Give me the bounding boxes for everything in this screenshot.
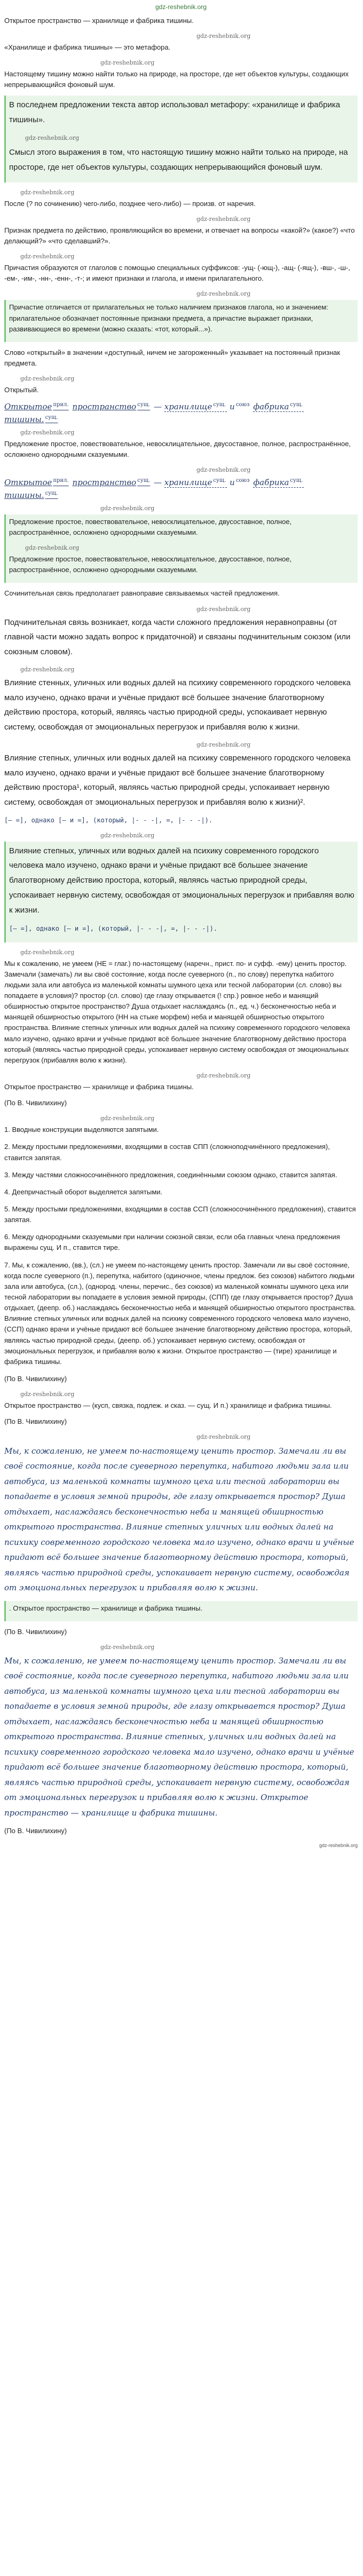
watermark: gdz-reshebnik.org (25, 134, 80, 141)
task-item: 7. Мы, к сожалению, (вв.), (сл.) не умеем по-настоящему ценить простор. Замечали ли вы своё состояние, когда после суеверного (п.), перепутка, набитого (одиночное, члены предлож. без союзов) набитого людьми зала или автобуса, (сл.), (однород. члены, перечис., без союзов) из маленькой комнаты шумного цеха или тесной лаборатории вы попадаете в условия земной природы, (СПП) где глазу открывается простор? Душа отдыхает, (деепр. об.) наслаждаясь бесконечностью неба и манящей обширностью открытого пространства. Влияние степных уличных или водных далей на психику современного городского человека мало изучено, (ССП) однако врачи и учёные придают всё большее значение благотворному действию простора, который, являясь частью природной среды, (деепр. об.) успокаивает нервную систему, освобождая от эмоциональных перегрузок, и прибавляя волю к жизни. Открытое пространство — (тире) хранилище и фабрика тишины. (4, 1261, 356, 1366)
final-highlight (4, 1601, 358, 1621)
final-author-2: (По В. Чивилихину) (4, 1627, 67, 1636)
intro-quote: Открытое пространство — хранилище и фабрика тишины. (4, 16, 194, 25)
final-text: Мы, к сожалению, не умеем по-настоящему ценить простор. Замечали ли вы своё состояние, когда после суеверного перепутка, набитого людьми зала или автобуса, из маленькой комнаты шумного цеха или тесной лаборатории вы попадаете в условия земной природы, где глазу открывается простор? Душа отдыхает, наслаждаясь бесконечностью неба и манящей обширностью открытого пространства. Влияние степных, уличных или водных далей на психику современного городского человека мало изучено, однако врачи и учёные придают всё большее значение благотворному действию простора, который, являясь частью природной среды, успокаивает нервную систему, освобождая от эмоциональных перегрузок и прибавляя волю к жизни. Открытое пространство — хранилище и фабрика тишины. (4, 1655, 354, 1818)
task-item: 5. Между простыми предложениями, входящими в состав ССП (сложносочинённого предложения), ставится запятая. (4, 1205, 356, 1224)
scheme-word: — (153, 478, 162, 488)
tasks-author: (По В. Чивилихину) (4, 1375, 67, 1383)
analysis-highlight-2 (4, 842, 358, 942)
intro-p1: «Хранилище и фабрика тишины» — это метафора. (4, 43, 171, 51)
task-item: 3. Между частями сложносочинённого предложения, соединёнными союзом однако, ставится запятая. (4, 1170, 337, 1179)
scheme-word: Открытое $^{прил.}$ (4, 402, 69, 412)
watermark: gdz-reshebnik.org (100, 59, 155, 66)
watermark: gdz-reshebnik.org (20, 665, 75, 673)
analysis1-p2: Предложение простое, повествовательное, невосклицательное, двусоставное, полное, распространённое, осложнено однородными сказуемыми. (9, 517, 292, 536)
grammar-p4: Причастие отличается от прилагательных не только наличием признаков глагола, но и значением: прилагательное обозначает постоянные признаки предмета, а причастие выражает признаки, развивающиеся во времени (можно сказать: «тот, который...»). (9, 303, 328, 333)
task-item: 1. Вводные конструкции выделяются запятыми. (4, 1125, 159, 1134)
site-header[interactable]: gdz-reshebnik.org (155, 3, 207, 11)
watermark: gdz-reshebnik.org (20, 948, 75, 956)
watermark: gdz-reshebnik.org (100, 1115, 155, 1122)
analysis-highlight (4, 514, 358, 583)
watermark: gdz-reshebnik.org (196, 290, 251, 298)
watermark: gdz-reshebnik.org (100, 504, 155, 512)
scheme-word: Открытое $^{прил.}$ (4, 478, 69, 488)
watermark: gdz-reshebnik.org (196, 32, 251, 39)
task-list (4, 1124, 358, 1367)
task-item: 6. Между однородными сказуемыми при наличии союзной связи, если оба главных члена предложения выражены сущ. И п., ставится тире. (4, 1233, 340, 1252)
task-item: 4. Деепричастный оборот выделяется запятыми. (4, 1187, 163, 1196)
analysis2-p3: Подчинительная связь возникает, когда части сложного предложения неравноправны (от главной части можно задать вопрос к придаточной) и связаны подчинительным союзом (или союзным словом). (4, 617, 351, 657)
analysis2-p4: Влияние стенных, уличных или водных далей на психику современного городского человека мало изучено, однако врачи и учёные придают всё большее значение благотворному действию простора, который, являясь частью природной среды, успокаивает нервную систему, освобождая от эмоциональных перегрузок и прибавляя волю к жизни. (4, 678, 351, 732)
grammar-p1: После (? по сочинению) чего-либо, позднее чего-либо) — произв. от наречия. (4, 199, 256, 208)
handwritten-text: Мы, к сожалению, не умеем по-настоящему ценить простор. Замечали ли вы своё состояние, когда после суеверного перепутка, набитого людьми зала или автобуса, из маленькой комнаты шумного цеха или тесной лаборатории вы попадаете в условия земной природы, где глазу открывается простор? Душа отдыхает, наслаждаясь бесконечностью неба и манящей обширностью открытого пространства. Влияние степных уличных или водных далей на психику современного городского человека мало изучено, однако врачи и учёные придают всё большее значение благотворному действию простора, который, являясь частью природной среды, успокаивает нервную систему, освобождая от эмоциональных перегрузок и прибавляя волю к жизни. (4, 1446, 354, 1593)
watermark: gdz-reshebnik.org (20, 375, 75, 383)
final-p3: . Открытое пространство — хранилище и фабрика тишины. (9, 1604, 202, 1612)
scheme-word: тишины. $^{сущ.}$ (4, 414, 58, 424)
grammar-p5: Слово «открытый» в значении «доступный, ничем не загороженный» указывает на постоянный признак предмета. (4, 348, 341, 368)
scheme-word: и $^{союз}$ (230, 478, 250, 488)
scheme-word: хранилище $^{сущ.}$ (164, 478, 226, 488)
scheme-word: фабрика $^{сущ.}$ (253, 402, 303, 412)
task-item: 2. Между простыми предложениями, входящими в состав СПП (сложноподчинённого предложения), ставится запятая. (4, 1143, 330, 1162)
watermark: gdz-reshebnik.org (100, 1643, 155, 1651)
watermark: gdz-reshebnik.org (196, 741, 251, 748)
scheme-word: пространство $^{сущ.}$ (72, 478, 151, 488)
final-p1: Открытое пространство — (кусп, связка, подлеж. и сказ. — сущ. И п.) хранилище и фабрика тишины. (4, 1401, 332, 1410)
watermark: gdz-reshebnik.org (20, 253, 75, 260)
analysis1-p1: Предложение простое, повествовательное, невосклицательное, двусоставное, полное, распространённое, осложнено однородными сказуемыми. (4, 439, 351, 459)
watermark: gdz-reshebnik.org (196, 215, 251, 223)
syntax-scheme-2 (4, 477, 358, 502)
analysis2-p1: Предложение простое, повествовательное, невосклицательное, двусоставное, полное, распространённое, осложнено однородными сказуемыми. (9, 555, 292, 574)
site-footer[interactable]: gdz-reshebnik.org (319, 1842, 358, 1848)
bracket-scheme-1: [— =], однако [— и =], (который, |- - -|, =, |- - -|). (4, 816, 213, 824)
metaphor-p2: Смысл этого выражения в том, что настоящую тишину можно найти только на природе, на просторе, где нет объектов культуры, создающих непрерывающийся фоновый шум. (9, 148, 348, 172)
metaphor-p1: В последнем предложении текста автор использовал метафору: «хранилище и фабрика тишины». (9, 100, 341, 124)
scheme-word: и $^{союз}$ (230, 402, 250, 412)
watermark: gdz-reshebnik.org (196, 466, 251, 474)
final-author-3: (По В. Чивилихину) (4, 1827, 67, 1835)
watermark: gdz-reshebnik.org (196, 605, 251, 613)
grammar-p2: Признак предмета по действию, проявляющийся во времени, и отвечает на вопросы «какой?» (какое?) «что делающий?» «что сделавший?». (4, 226, 355, 245)
analysis2-p5: Влияние степных, уличных или водных далей на психику современного городского человека мало изучено, однако врачи и учёные придают всё большее значение благотворному действию простора¹, который, являясь частью природной среды, успокаивает нервную систему, освобождая от эмоциональных перегрузок и прибавляя волю к жизни)². (4, 753, 351, 807)
watermark: gdz-reshebnik.org (20, 188, 75, 196)
scheme-word: тишины. $^{сущ.}$ (4, 490, 58, 500)
analysis3-author: (По В. Чивилихину) (4, 1099, 67, 1107)
grammar-p6: Открытый. (4, 386, 39, 394)
grammar-highlight (4, 300, 358, 342)
analysis3-p1: Мы к сожалению, не умеем (НЕ = глаг.) по-настоящему (наречн., прист. по- и суфф. -ему) ценить простор. Замечали (замечать) ли вы своё состояние, когда после суеверного (п., по слову) перепутка набитого людьми зала или автобуса из маленькой комнаты шумного цеха или тесной лаборатории (сл. слово) вы попадаете в условия)? простор (сл. слово) где глазу открывается (! спр.) ровное небо и манящий обширностью открытое пространство? Душа отдыхает наслаждаясь (п., ед. ч.) бесконечностью неба и манящей обширностью открытого (НН на стыке морфем) неба и манящей обширностью открытого пространства. Влияние степных уличных или водных далей на психику современного городского человека мало изучено, однако врачи и учёные придают всё большее значение благотворному действию простора который (являясь частью природной среды, успокаивает нервную систему освобождая от эмоциональных перегрузок (прибавляя волю к жизни). (4, 959, 350, 1064)
grammar-p3: Причастия образуются от глаголов с помощью специальных суффиксов: -ущ- (-ющ-), -ащ- (-ящ-), -вш-, -ш-, -ем-, -им-, -нн-, -енн-, -т-; и имеют признаки и глагола, и имени прилагательного. (4, 264, 350, 283)
scheme-word: пространство $^{сущ.}$ (72, 402, 151, 412)
bracket-scheme-2: [— =], однако [— и =], (который, |- - -|, =, |- - -|). (9, 925, 218, 933)
watermark: gdz-reshebnik.org (20, 1391, 75, 1398)
watermark: gdz-reshebnik.org (196, 1433, 251, 1441)
analysis2-p6: Влияние степных, уличных или водных далей на психику современного городского человека мало изучено, однако врачи и учёные придают всё большее значение благотворному действию простора, который, являясь частью природной среды, успокаивает нервную систему, освобождая от эмоциональных перегрузок и прибавляя волю к жизни. (9, 846, 354, 915)
metaphor-block (4, 96, 358, 182)
syntax-scheme-1 (4, 401, 358, 426)
scheme-word: — (153, 402, 162, 412)
watermark: gdz-reshebnik.org (20, 429, 75, 436)
watermark: gdz-reshebnik.org (100, 831, 155, 839)
analysis3-p2: Открытое пространство — хранилище и фабрика тишины. (4, 1083, 194, 1091)
intro-p2: Настоящему тишину можно найти только на природе, на просторе, где нет объектов культуры, создающих непрерывающийся фоновый шум. (4, 69, 349, 89)
final-author-1: (По В. Чивилихину) (4, 1417, 67, 1426)
analysis2-p2: Сочинительная связь предполагает равноправие связываемых частей предложения. (4, 589, 280, 598)
scheme-word: фабрика $^{сущ.}$ (253, 478, 303, 488)
watermark: gdz-reshebnik.org (196, 1072, 251, 1079)
scheme-word: хранилище $^{сущ.}$ (164, 402, 226, 412)
watermark: gdz-reshebnik.org (25, 544, 80, 552)
